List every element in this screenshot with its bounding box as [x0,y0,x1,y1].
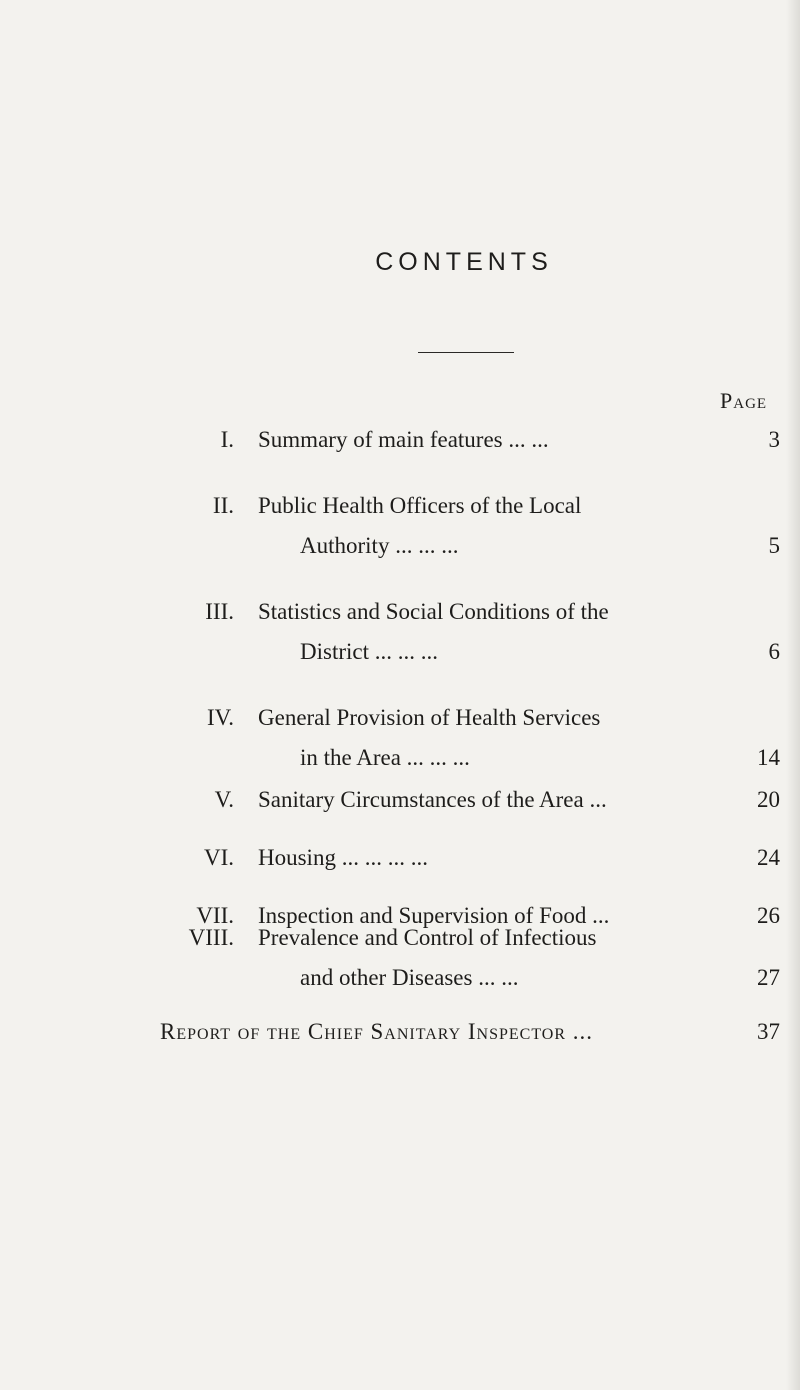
toc-page-number: 14 [757,745,780,770]
toc-page-number: 3 [768,427,780,452]
title-rule [418,352,514,353]
toc-numeral: I. [220,427,234,452]
toc-page-number: 24 [757,845,780,870]
toc-title-line: Prevalence and Control of Infectious [258,925,597,950]
toc-page-number: 20 [757,787,780,812]
toc-title-line: Public Health Officers of the Local [258,493,582,518]
toc-title-line: Housing ... ... ... ... [258,845,428,870]
report-entry-page-number: 37 [757,1019,780,1044]
toc-title-line: Statistics and Social Conditions of the [258,599,609,624]
toc-page-number: 6 [768,639,780,664]
toc-title-line: Authority ... ... ... [300,533,459,558]
page-edge-shadow [786,0,800,1390]
toc-title-line: in the Area ... ... ... [300,745,470,770]
toc-page-number: 5 [768,533,780,558]
toc-page-number: 27 [757,965,780,990]
toc-numeral: IV. [206,705,234,730]
toc-numeral: V. [214,787,234,812]
toc-numeral: II. [212,493,234,518]
page-title: CONTENTS [375,248,553,276]
toc-numeral: VIII. [188,925,234,950]
toc-numeral: VII. [196,903,234,928]
toc-title-line: General Provision of Health Services [258,705,601,730]
toc-title-line: Inspection and Supervision of Food ... [258,903,610,928]
toc-title-line: Sanitary Circumstances of the Area ... [258,787,607,812]
report-entry-title: Report of the Chief Sanitary Inspector ... [160,1019,594,1044]
toc-page-number: 26 [757,903,780,928]
toc-numeral: VI. [203,845,234,870]
toc-numeral: III. [205,599,234,624]
page-column-label: Page [720,388,768,413]
toc-title-line: Summary of main features ... ... [258,427,549,452]
toc-title-line: and other Diseases ... ... [300,965,519,990]
toc-title-line: District ... ... ... [300,639,438,664]
